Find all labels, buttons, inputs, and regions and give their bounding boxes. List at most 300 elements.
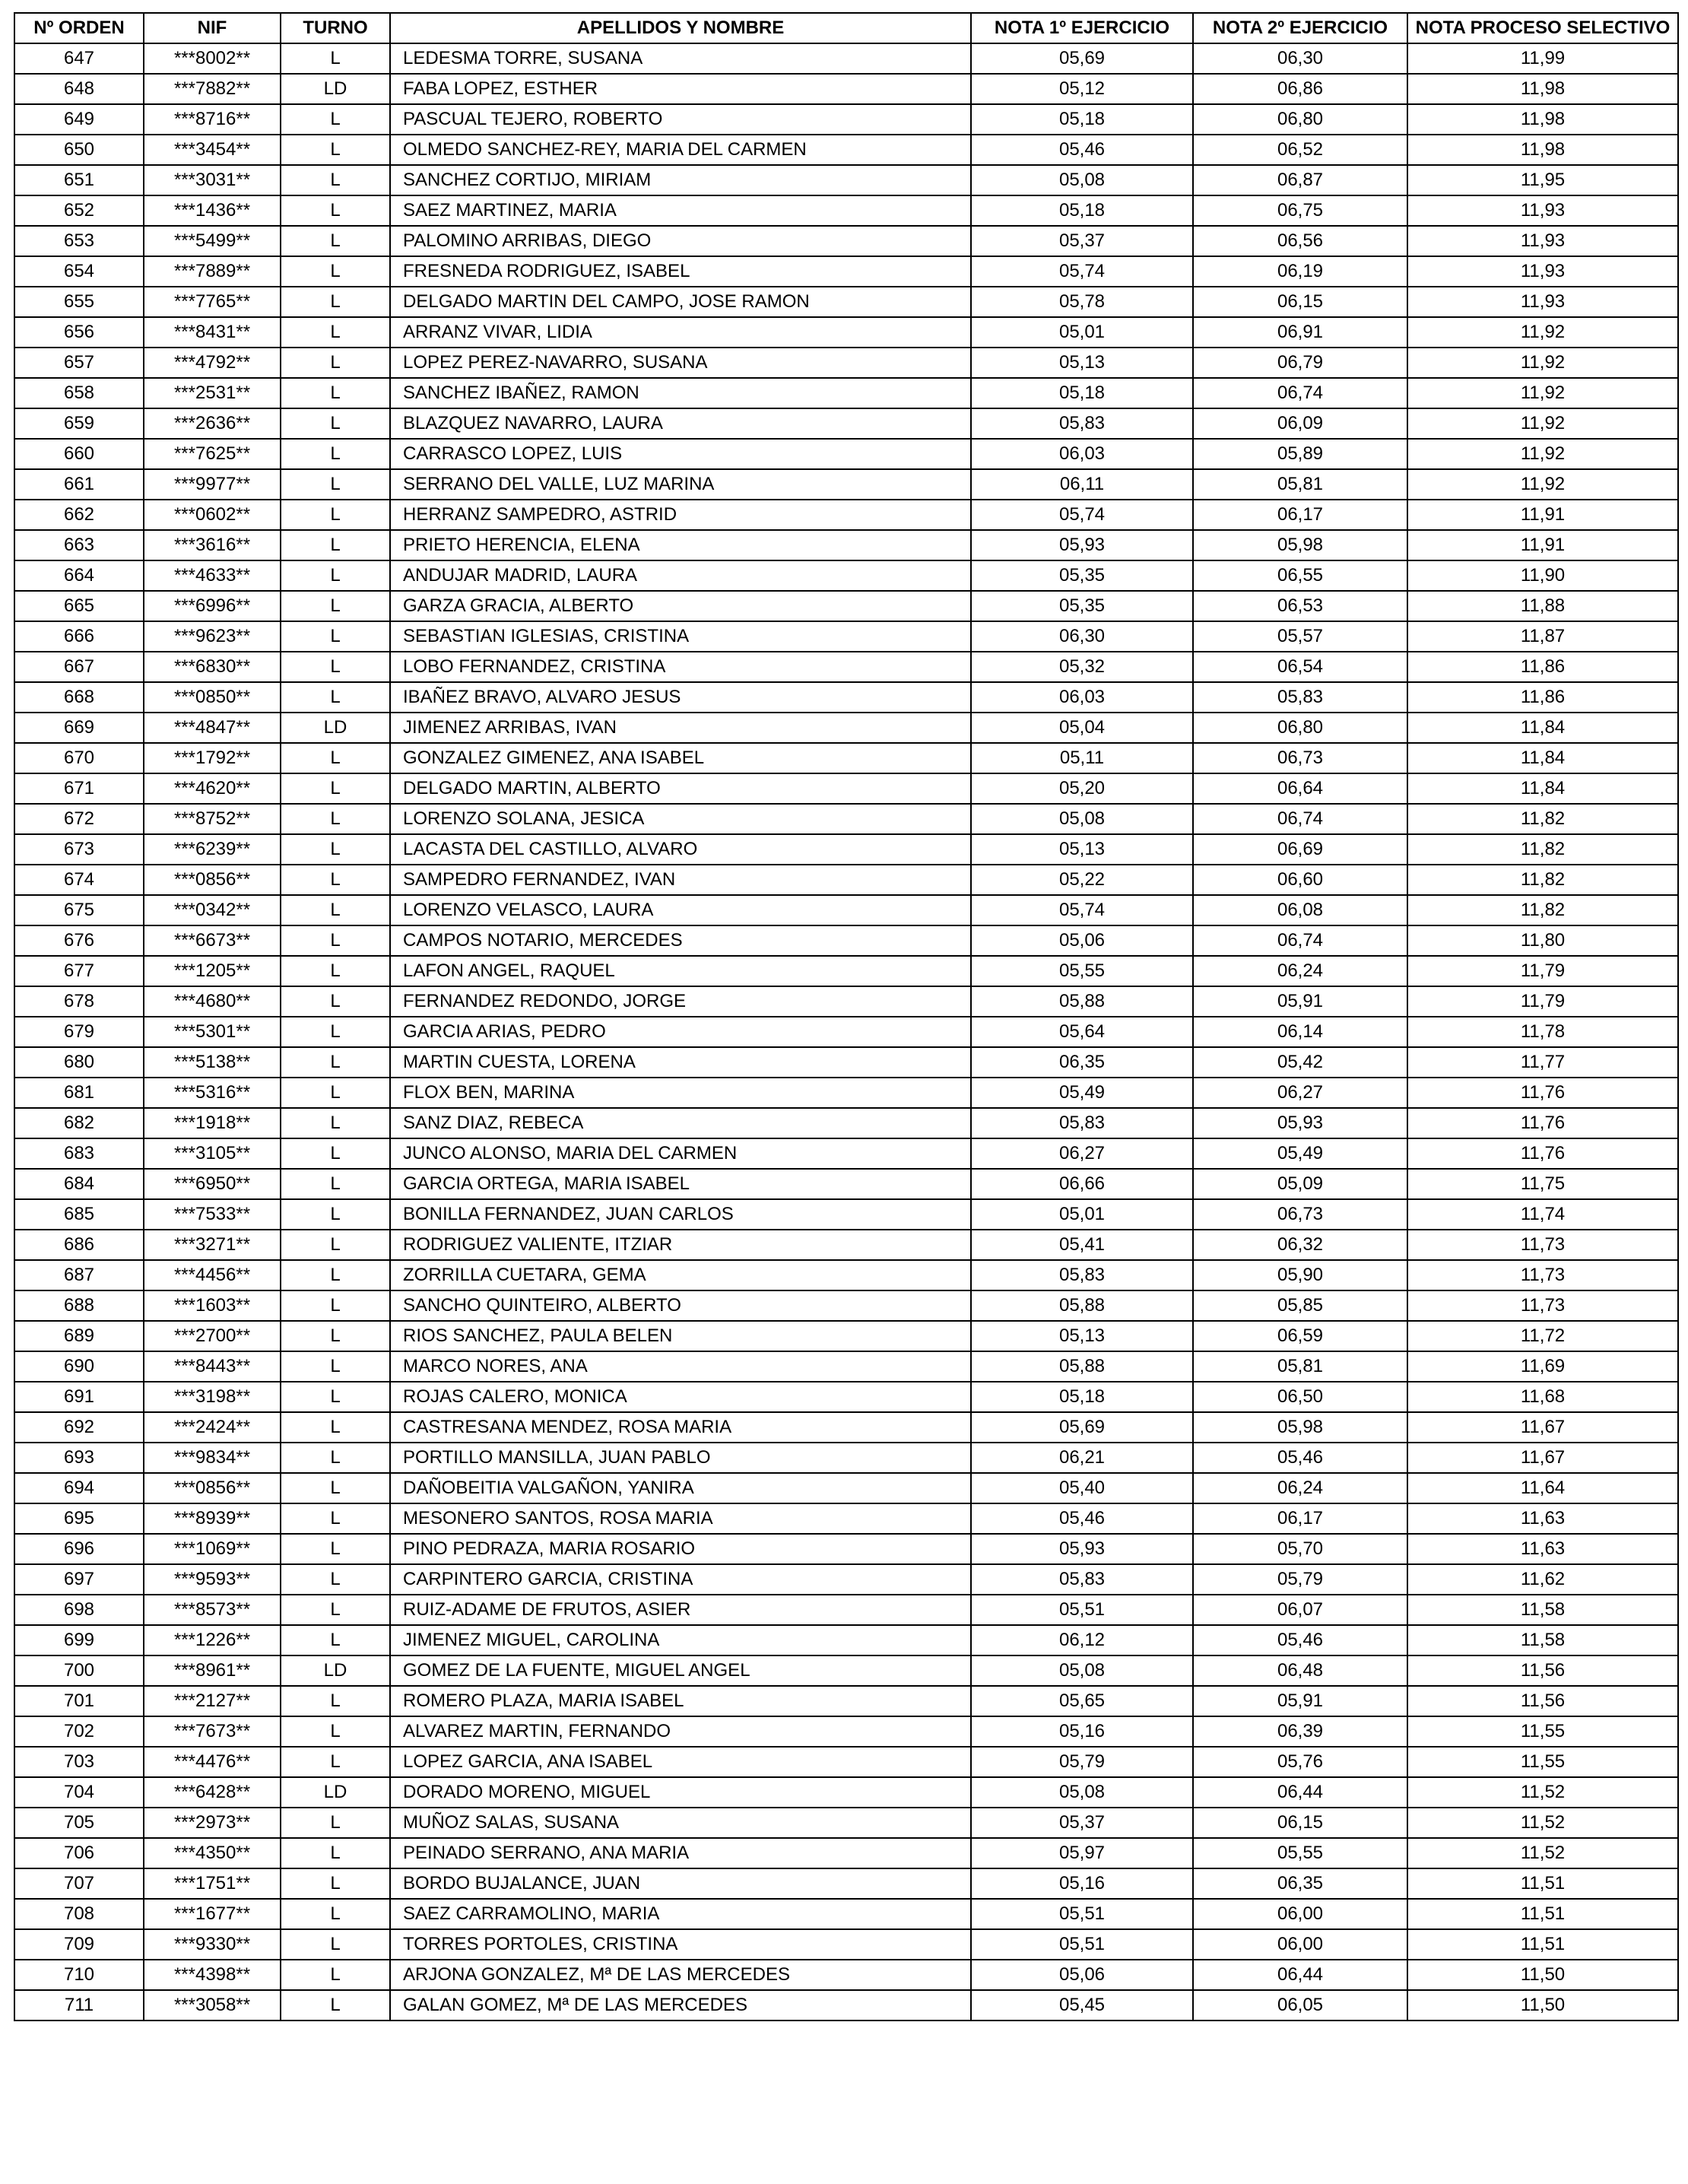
cell-nota-2: 06,44 — [1193, 1777, 1407, 1808]
cell-orden: 689 — [14, 1321, 144, 1351]
cell-apellidos-nombre: LACASTA DEL CASTILLO, ALVARO — [390, 834, 971, 865]
cell-nota-2: 05,46 — [1193, 1443, 1407, 1473]
cell-nota-1: 05,37 — [971, 1808, 1193, 1838]
cell-nota-total: 11,92 — [1407, 317, 1678, 348]
table-row — [14, 165, 1678, 195]
cell-nif: ***5316** — [144, 1078, 281, 1108]
cell-nota-total: 11,91 — [1407, 530, 1678, 560]
results-table — [14, 12, 1679, 2021]
cell-nota-1: 05,13 — [971, 1321, 1193, 1351]
cell-nota-1: 05,40 — [971, 1473, 1193, 1503]
cell-nif: ***1069** — [144, 1534, 281, 1564]
cell-nota-2: 06,74 — [1193, 378, 1407, 408]
cell-nota-1: 05,16 — [971, 1868, 1193, 1899]
cell-nota-1: 05,55 — [971, 956, 1193, 986]
table-row — [14, 925, 1678, 956]
cell-nota-2: 05,90 — [1193, 1260, 1407, 1290]
cell-orden: 660 — [14, 439, 144, 469]
cell-turno: L — [281, 256, 390, 287]
cell-orden: 648 — [14, 74, 144, 104]
cell-apellidos-nombre: ROMERO PLAZA, MARIA ISABEL — [390, 1686, 971, 1716]
cell-orden: 702 — [14, 1716, 144, 1747]
cell-turno: L — [281, 1321, 390, 1351]
table-row — [14, 1169, 1678, 1199]
cell-turno: L — [281, 591, 390, 621]
cell-orden: 668 — [14, 682, 144, 713]
cell-apellidos-nombre: DAÑOBEITIA VALGAÑON, YANIRA — [390, 1473, 971, 1503]
cell-orden: 663 — [14, 530, 144, 560]
cell-nota-1: 05,78 — [971, 287, 1193, 317]
cell-nota-1: 05,18 — [971, 195, 1193, 226]
cell-orden: 699 — [14, 1625, 144, 1655]
cell-nif: ***0856** — [144, 865, 281, 895]
cell-nota-1: 06,66 — [971, 1169, 1193, 1199]
cell-nota-total: 11,88 — [1407, 591, 1678, 621]
cell-nif: ***9623** — [144, 621, 281, 652]
cell-orden: 672 — [14, 804, 144, 834]
cell-nota-total: 11,76 — [1407, 1078, 1678, 1108]
cell-orden: 656 — [14, 317, 144, 348]
cell-nota-2: 06,14 — [1193, 1017, 1407, 1047]
cell-nota-2: 06,00 — [1193, 1929, 1407, 1960]
cell-orden: 658 — [14, 378, 144, 408]
cell-nif: ***9593** — [144, 1564, 281, 1595]
cell-turno: L — [281, 834, 390, 865]
table-row — [14, 287, 1678, 317]
cell-orden: 666 — [14, 621, 144, 652]
table-row — [14, 226, 1678, 256]
cell-turno: L — [281, 1047, 390, 1078]
table-row — [14, 1443, 1678, 1473]
cell-nota-total: 11,87 — [1407, 621, 1678, 652]
cell-nota-2: 06,24 — [1193, 956, 1407, 986]
cell-nota-total: 11,63 — [1407, 1503, 1678, 1534]
table-row — [14, 1503, 1678, 1534]
cell-nota-2: 05,98 — [1193, 530, 1407, 560]
cell-nota-1: 05,65 — [971, 1686, 1193, 1716]
cell-apellidos-nombre: LOBO FERNANDEZ, CRISTINA — [390, 652, 971, 682]
cell-nota-2: 06,86 — [1193, 74, 1407, 104]
cell-orden: 670 — [14, 743, 144, 773]
cell-nota-total: 11,72 — [1407, 1321, 1678, 1351]
cell-nota-total: 11,74 — [1407, 1199, 1678, 1230]
cell-nota-2: 06,73 — [1193, 743, 1407, 773]
cell-nota-total: 11,82 — [1407, 895, 1678, 925]
cell-nota-total: 11,51 — [1407, 1929, 1678, 1960]
cell-nota-total: 11,92 — [1407, 408, 1678, 439]
table-row — [14, 1929, 1678, 1960]
cell-nota-2: 05,55 — [1193, 1838, 1407, 1868]
cell-nif: ***8752** — [144, 804, 281, 834]
cell-apellidos-nombre: FRESNEDA RODRIGUEZ, ISABEL — [390, 256, 971, 287]
cell-turno: L — [281, 1747, 390, 1777]
cell-nota-total: 11,92 — [1407, 439, 1678, 469]
table-row — [14, 1047, 1678, 1078]
cell-nota-2: 06,19 — [1193, 256, 1407, 287]
cell-nota-total: 11,55 — [1407, 1716, 1678, 1747]
cell-nota-total: 11,92 — [1407, 469, 1678, 500]
table-row — [14, 408, 1678, 439]
cell-orden: 700 — [14, 1655, 144, 1686]
cell-nif: ***4792** — [144, 348, 281, 378]
cell-nota-2: 06,74 — [1193, 804, 1407, 834]
cell-nota-2: 05,91 — [1193, 986, 1407, 1017]
cell-nota-1: 05,97 — [971, 1838, 1193, 1868]
cell-turno: L — [281, 773, 390, 804]
cell-turno: L — [281, 104, 390, 135]
cell-nota-2: 05,46 — [1193, 1625, 1407, 1655]
cell-nota-total: 11,56 — [1407, 1686, 1678, 1716]
cell-nota-1: 05,12 — [971, 74, 1193, 104]
header-turno: TURNO — [281, 13, 390, 43]
cell-turno: L — [281, 1838, 390, 1868]
table-row — [14, 865, 1678, 895]
cell-apellidos-nombre: SEBASTIAN IGLESIAS, CRISTINA — [390, 621, 971, 652]
cell-nota-1: 06,30 — [971, 621, 1193, 652]
cell-orden: 675 — [14, 895, 144, 925]
cell-turno: L — [281, 1443, 390, 1473]
cell-nota-2: 06,64 — [1193, 773, 1407, 804]
cell-nota-total: 11,50 — [1407, 1990, 1678, 2021]
cell-turno: L — [281, 925, 390, 956]
cell-nota-total: 11,79 — [1407, 986, 1678, 1017]
cell-apellidos-nombre: ALVAREZ MARTIN, FERNANDO — [390, 1716, 971, 1747]
cell-turno: L — [281, 348, 390, 378]
cell-nota-1: 05,41 — [971, 1230, 1193, 1260]
cell-apellidos-nombre: ROJAS CALERO, MONICA — [390, 1382, 971, 1412]
table-row — [14, 1899, 1678, 1929]
cell-nota-1: 05,01 — [971, 1199, 1193, 1230]
cell-apellidos-nombre: PASCUAL TEJERO, ROBERTO — [390, 104, 971, 135]
cell-nota-1: 06,11 — [971, 469, 1193, 500]
cell-nota-total: 11,52 — [1407, 1777, 1678, 1808]
cell-nota-2: 05,83 — [1193, 682, 1407, 713]
cell-nota-2: 06,73 — [1193, 1199, 1407, 1230]
cell-turno: L — [281, 621, 390, 652]
cell-apellidos-nombre: FLOX BEN, MARINA — [390, 1078, 971, 1108]
cell-nota-2: 06,60 — [1193, 865, 1407, 895]
table-row — [14, 1230, 1678, 1260]
cell-orden: 671 — [14, 773, 144, 804]
cell-nota-total: 11,79 — [1407, 956, 1678, 986]
cell-turno: L — [281, 469, 390, 500]
cell-apellidos-nombre: GALAN GOMEZ, Mª DE LAS MERCEDES — [390, 1990, 971, 2021]
cell-nota-total: 11,58 — [1407, 1625, 1678, 1655]
table-row — [14, 348, 1678, 378]
cell-nif: ***6996** — [144, 591, 281, 621]
table-row — [14, 1777, 1678, 1808]
cell-orden: 654 — [14, 256, 144, 287]
cell-apellidos-nombre: MESONERO SANTOS, ROSA MARIA — [390, 1503, 971, 1534]
cell-orden: 697 — [14, 1564, 144, 1595]
table-row — [14, 256, 1678, 287]
cell-orden: 708 — [14, 1899, 144, 1929]
cell-nota-2: 06,39 — [1193, 1716, 1407, 1747]
cell-apellidos-nombre: CAMPOS NOTARIO, MERCEDES — [390, 925, 971, 956]
cell-orden: 678 — [14, 986, 144, 1017]
cell-nif: ***6673** — [144, 925, 281, 956]
cell-nif: ***6428** — [144, 1777, 281, 1808]
table-row — [14, 1199, 1678, 1230]
cell-orden: 650 — [14, 135, 144, 165]
cell-apellidos-nombre: MARCO NORES, ANA — [390, 1351, 971, 1382]
cell-nota-1: 05,22 — [971, 865, 1193, 895]
cell-turno: L — [281, 1503, 390, 1534]
cell-nif: ***4398** — [144, 1960, 281, 1990]
cell-turno: L — [281, 804, 390, 834]
cell-apellidos-nombre: LEDESMA TORRE, SUSANA — [390, 43, 971, 74]
cell-apellidos-nombre: PEINADO SERRANO, ANA MARIA — [390, 1838, 971, 1868]
cell-nota-1: 05,08 — [971, 1655, 1193, 1686]
cell-nota-2: 05,70 — [1193, 1534, 1407, 1564]
cell-apellidos-nombre: CASTRESANA MENDEZ, ROSA MARIA — [390, 1412, 971, 1443]
cell-nota-1: 05,74 — [971, 500, 1193, 530]
cell-nota-total: 11,78 — [1407, 1017, 1678, 1047]
cell-nif: ***3031** — [144, 165, 281, 195]
cell-nif: ***2700** — [144, 1321, 281, 1351]
cell-nif: ***0342** — [144, 895, 281, 925]
cell-nif: ***8716** — [144, 104, 281, 135]
cell-apellidos-nombre: SERRANO DEL VALLE, LUZ MARINA — [390, 469, 971, 500]
cell-nota-total: 11,50 — [1407, 1960, 1678, 1990]
cell-nota-total: 11,98 — [1407, 104, 1678, 135]
cell-nota-1: 05,51 — [971, 1595, 1193, 1625]
cell-apellidos-nombre: PRIETO HERENCIA, ELENA — [390, 530, 971, 560]
cell-nota-total: 11,51 — [1407, 1899, 1678, 1929]
cell-nota-2: 06,05 — [1193, 1990, 1407, 2021]
cell-nif: ***2127** — [144, 1686, 281, 1716]
cell-nota-2: 06,80 — [1193, 713, 1407, 743]
cell-apellidos-nombre: LOPEZ GARCIA, ANA ISABEL — [390, 1747, 971, 1777]
cell-apellidos-nombre: SANZ DIAZ, REBECA — [390, 1108, 971, 1138]
cell-turno: L — [281, 530, 390, 560]
cell-turno: L — [281, 1017, 390, 1047]
cell-nota-1: 06,27 — [971, 1138, 1193, 1169]
cell-nota-total: 11,84 — [1407, 713, 1678, 743]
cell-apellidos-nombre: FABA LOPEZ, ESTHER — [390, 74, 971, 104]
cell-apellidos-nombre: LORENZO VELASCO, LAURA — [390, 895, 971, 925]
cell-nota-1: 05,69 — [971, 1412, 1193, 1443]
cell-nota-2: 06,15 — [1193, 1808, 1407, 1838]
cell-orden: 649 — [14, 104, 144, 135]
cell-nif: ***0850** — [144, 682, 281, 713]
cell-nif: ***7882** — [144, 74, 281, 104]
table-row — [14, 378, 1678, 408]
cell-nota-total: 11,63 — [1407, 1534, 1678, 1564]
table-row — [14, 43, 1678, 74]
cell-nota-total: 11,82 — [1407, 834, 1678, 865]
table-row — [14, 1534, 1678, 1564]
cell-orden: 662 — [14, 500, 144, 530]
cell-nif: ***0856** — [144, 1473, 281, 1503]
cell-turno: L — [281, 408, 390, 439]
cell-nif: ***4476** — [144, 1747, 281, 1777]
cell-nota-2: 06,48 — [1193, 1655, 1407, 1686]
cell-apellidos-nombre: MUÑOZ SALAS, SUSANA — [390, 1808, 971, 1838]
cell-nota-1: 06,21 — [971, 1443, 1193, 1473]
table-header-row — [14, 13, 1678, 43]
cell-nota-2: 05,93 — [1193, 1108, 1407, 1138]
table-row — [14, 1017, 1678, 1047]
cell-turno: L — [281, 1808, 390, 1838]
cell-apellidos-nombre: GARCIA ORTEGA, MARIA ISABEL — [390, 1169, 971, 1199]
cell-nif: ***4456** — [144, 1260, 281, 1290]
cell-nota-total: 11,86 — [1407, 652, 1678, 682]
cell-turno: L — [281, 1138, 390, 1169]
cell-nota-2: 06,54 — [1193, 652, 1407, 682]
cell-nota-1: 05,64 — [971, 1017, 1193, 1047]
cell-orden: 685 — [14, 1199, 144, 1230]
cell-apellidos-nombre: RIOS SANCHEZ, PAULA BELEN — [390, 1321, 971, 1351]
cell-orden: 695 — [14, 1503, 144, 1534]
cell-apellidos-nombre: ANDUJAR MADRID, LAURA — [390, 560, 971, 591]
cell-orden: 665 — [14, 591, 144, 621]
cell-nota-2: 05,09 — [1193, 1169, 1407, 1199]
cell-nota-1: 05,06 — [971, 1960, 1193, 1990]
cell-turno: L — [281, 1625, 390, 1655]
table-row — [14, 1138, 1678, 1169]
cell-nota-2: 05,49 — [1193, 1138, 1407, 1169]
cell-nota-total: 11,84 — [1407, 743, 1678, 773]
cell-nota-2: 05,89 — [1193, 439, 1407, 469]
cell-orden: 686 — [14, 1230, 144, 1260]
table-row — [14, 1655, 1678, 1686]
cell-orden: 694 — [14, 1473, 144, 1503]
header-nota-2-ejercicio: NOTA 2º EJERCICIO — [1193, 13, 1407, 43]
cell-orden: 659 — [14, 408, 144, 439]
cell-nota-total: 11,55 — [1407, 1747, 1678, 1777]
cell-nota-total: 11,93 — [1407, 256, 1678, 287]
cell-nota-2: 05,81 — [1193, 1351, 1407, 1382]
cell-nif: ***8002** — [144, 43, 281, 74]
cell-nota-total: 11,93 — [1407, 195, 1678, 226]
table-row — [14, 1382, 1678, 1412]
cell-turno: L — [281, 743, 390, 773]
cell-apellidos-nombre: OLMEDO SANCHEZ-REY, MARIA DEL CARMEN — [390, 135, 971, 165]
cell-nota-2: 06,35 — [1193, 1868, 1407, 1899]
cell-apellidos-nombre: GONZALEZ GIMENEZ, ANA ISABEL — [390, 743, 971, 773]
cell-nif: ***4620** — [144, 773, 281, 804]
cell-nota-2: 06,15 — [1193, 287, 1407, 317]
cell-orden: 679 — [14, 1017, 144, 1047]
cell-orden: 705 — [14, 1808, 144, 1838]
cell-apellidos-nombre: PORTILLO MANSILLA, JUAN PABLO — [390, 1443, 971, 1473]
cell-apellidos-nombre: BLAZQUEZ NAVARRO, LAURA — [390, 408, 971, 439]
cell-turno: L — [281, 560, 390, 591]
cell-nota-1: 05,35 — [971, 560, 1193, 591]
table-row — [14, 1321, 1678, 1351]
cell-turno: L — [281, 1412, 390, 1443]
cell-turno: L — [281, 1230, 390, 1260]
table-row — [14, 1290, 1678, 1321]
cell-orden: 693 — [14, 1443, 144, 1473]
cell-nota-2: 06,44 — [1193, 1960, 1407, 1990]
cell-nota-1: 06,12 — [971, 1625, 1193, 1655]
cell-turno: L — [281, 317, 390, 348]
table-row — [14, 500, 1678, 530]
cell-nota-2: 06,00 — [1193, 1899, 1407, 1929]
table-row — [14, 804, 1678, 834]
cell-nif: ***7673** — [144, 1716, 281, 1747]
table-row — [14, 1868, 1678, 1899]
cell-turno: L — [281, 439, 390, 469]
cell-nota-total: 11,52 — [1407, 1838, 1678, 1868]
cell-turno: L — [281, 1686, 390, 1716]
cell-nota-total: 11,80 — [1407, 925, 1678, 956]
cell-nif: ***2424** — [144, 1412, 281, 1443]
cell-turno: L — [281, 1351, 390, 1382]
table-row — [14, 743, 1678, 773]
cell-apellidos-nombre: LORENZO SOLANA, JESICA — [390, 804, 971, 834]
cell-orden: 653 — [14, 226, 144, 256]
table-row — [14, 1595, 1678, 1625]
cell-nota-1: 05,08 — [971, 804, 1193, 834]
cell-nif: ***2636** — [144, 408, 281, 439]
cell-orden: 680 — [14, 1047, 144, 1078]
cell-nota-total: 11,76 — [1407, 1108, 1678, 1138]
cell-orden: 655 — [14, 287, 144, 317]
cell-nota-total: 11,73 — [1407, 1260, 1678, 1290]
cell-turno: L — [281, 1899, 390, 1929]
cell-turno: L — [281, 165, 390, 195]
cell-turno: LD — [281, 713, 390, 743]
cell-nota-1: 05,83 — [971, 1564, 1193, 1595]
cell-orden: 692 — [14, 1412, 144, 1443]
table-row — [14, 1990, 1678, 2021]
cell-turno: L — [281, 865, 390, 895]
table-row — [14, 591, 1678, 621]
cell-orden: 674 — [14, 865, 144, 895]
cell-apellidos-nombre: MARTIN CUESTA, LORENA — [390, 1047, 971, 1078]
cell-nif: ***4680** — [144, 986, 281, 1017]
cell-apellidos-nombre: RODRIGUEZ VALIENTE, ITZIAR — [390, 1230, 971, 1260]
cell-orden: 684 — [14, 1169, 144, 1199]
cell-nota-2: 06,27 — [1193, 1078, 1407, 1108]
table-row — [14, 1625, 1678, 1655]
cell-apellidos-nombre: LAFON ANGEL, RAQUEL — [390, 956, 971, 986]
cell-nota-1: 05,46 — [971, 135, 1193, 165]
cell-nif: ***0602** — [144, 500, 281, 530]
table-row — [14, 1473, 1678, 1503]
table-row — [14, 439, 1678, 469]
cell-apellidos-nombre: GARZA GRACIA, ALBERTO — [390, 591, 971, 621]
cell-nota-total: 11,99 — [1407, 43, 1678, 74]
cell-nota-total: 11,76 — [1407, 1138, 1678, 1169]
cell-orden: 664 — [14, 560, 144, 591]
cell-orden: 681 — [14, 1078, 144, 1108]
cell-nota-1: 05,08 — [971, 165, 1193, 195]
cell-apellidos-nombre: SAEZ CARRAMOLINO, MARIA — [390, 1899, 971, 1929]
cell-apellidos-nombre: SAMPEDRO FERNANDEZ, IVAN — [390, 865, 971, 895]
cell-nota-1: 05,20 — [971, 773, 1193, 804]
cell-apellidos-nombre: BONILLA FERNANDEZ, JUAN CARLOS — [390, 1199, 971, 1230]
table-row — [14, 1351, 1678, 1382]
cell-nif: ***4633** — [144, 560, 281, 591]
cell-turno: L — [281, 652, 390, 682]
cell-orden: 698 — [14, 1595, 144, 1625]
cell-nota-2: 06,69 — [1193, 834, 1407, 865]
cell-turno: L — [281, 226, 390, 256]
cell-orden: 677 — [14, 956, 144, 986]
cell-nota-2: 06,08 — [1193, 895, 1407, 925]
cell-nota-1: 05,83 — [971, 1260, 1193, 1290]
header-nif: NIF — [144, 13, 281, 43]
header-orden: Nº ORDEN — [14, 13, 144, 43]
cell-nota-1: 05,18 — [971, 104, 1193, 135]
cell-turno: L — [281, 1534, 390, 1564]
cell-nota-total: 11,73 — [1407, 1230, 1678, 1260]
table-row — [14, 1260, 1678, 1290]
